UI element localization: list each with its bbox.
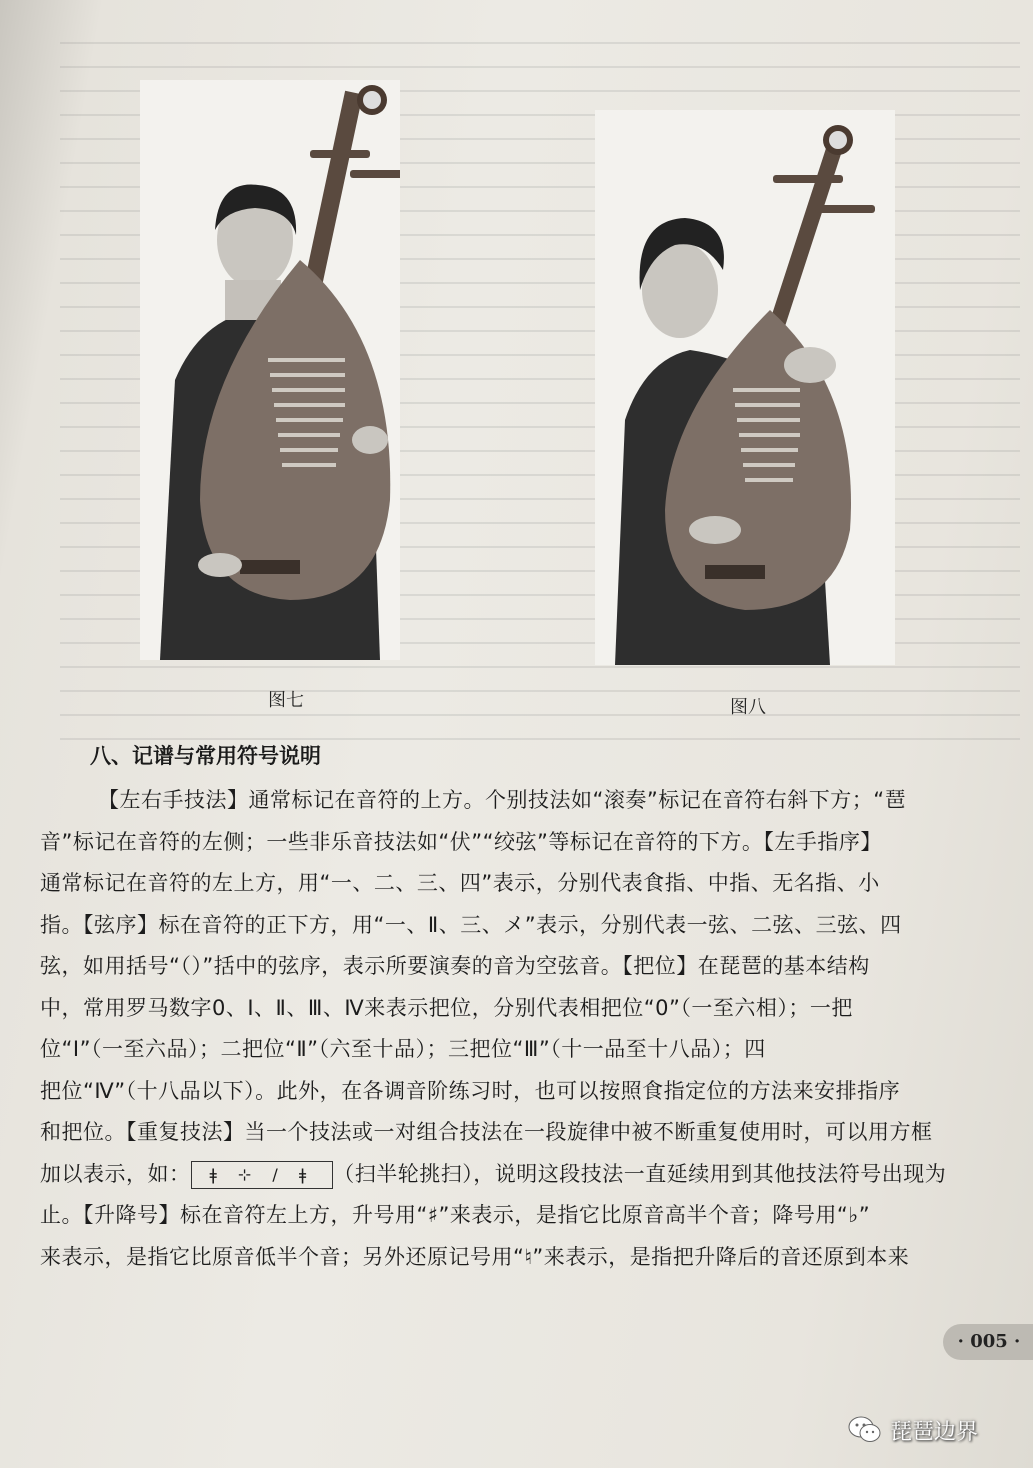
body-line: 来表示，是指它比原音低半个音；另外还原记号用“♮”来表示，是指把升降后的音还原到本来	[40, 1244, 910, 1269]
body-line: 中，常用罗马数字0、Ⅰ、Ⅱ、Ⅲ、Ⅳ来表示把位，分别代表相把位“0”（一至六相）；一把	[40, 995, 853, 1020]
watermark-text: 琵琶边界	[890, 1419, 979, 1445]
body-line-with-symbol	[40, 1154, 1030, 1196]
section-body	[40, 780, 1030, 1278]
body-line: 位“Ⅰ”（一至六品）；二把位“Ⅱ”（六至十品）；三把位“Ⅲ”（十一品至十八品）；四	[40, 1037, 766, 1061]
body-line: 【左右手技法】通常标记在音符的上方。个别技法如“滚奏”标记在音符右斜下方；“琶	[98, 788, 907, 812]
repeat-technique-symbol-box: ǂ ⊹ / ǂ	[191, 1161, 334, 1189]
watermark	[848, 1410, 978, 1450]
body-text-fragment: （扫半轮挑扫），说明这段技法一直延续用到其他技法符号出现为	[333, 1161, 947, 1186]
wechat-icon	[848, 1416, 882, 1444]
figure-8-photo	[595, 110, 895, 665]
body-line: 和把位。【重复技法】当一个技法或一对组合技法在一段旋律中被不断重复使用时，可以用方框	[40, 1120, 933, 1144]
section-heading: 八、记谱与常用符号说明	[90, 744, 321, 768]
body-line: 音”标记在音符的左侧；一些非乐音技法如“伏”“绞弦”等标记在音符的下方。【左手指序】	[40, 829, 882, 854]
body-line: 把位“Ⅳ”（十八品以下）。此外，在各调音阶练习时，也可以按照食指定位的方法来安排指序	[40, 1078, 901, 1103]
body-line: 弦，如用括号“（）”括中的弦序，表示所要演奏的音为空弦音。【把位】在琵琶的基本结构	[40, 954, 870, 978]
figure-7-photo	[140, 80, 400, 660]
page-number: · 005 ·	[943, 1324, 1033, 1360]
body-text-fragment: 加以表示，如：	[40, 1161, 191, 1186]
figure-8-caption: 图八	[730, 697, 766, 718]
figure-7-caption: 图七	[268, 690, 304, 711]
body-line: 指。【弦序】标在音符的正下方，用“一、Ⅱ、三、メ”表示，分别代表一弦、二弦、三弦、四	[40, 912, 902, 937]
body-line: 止。【升降号】标在音符左上方，升号用“♯”来表示，是指它比原音高半个音；降号用“♭”	[40, 1203, 871, 1227]
body-line: 通常标记在音符的左上方，用“一、二、三、四”表示，分别代表食指、中指、无名指、小	[40, 871, 880, 895]
